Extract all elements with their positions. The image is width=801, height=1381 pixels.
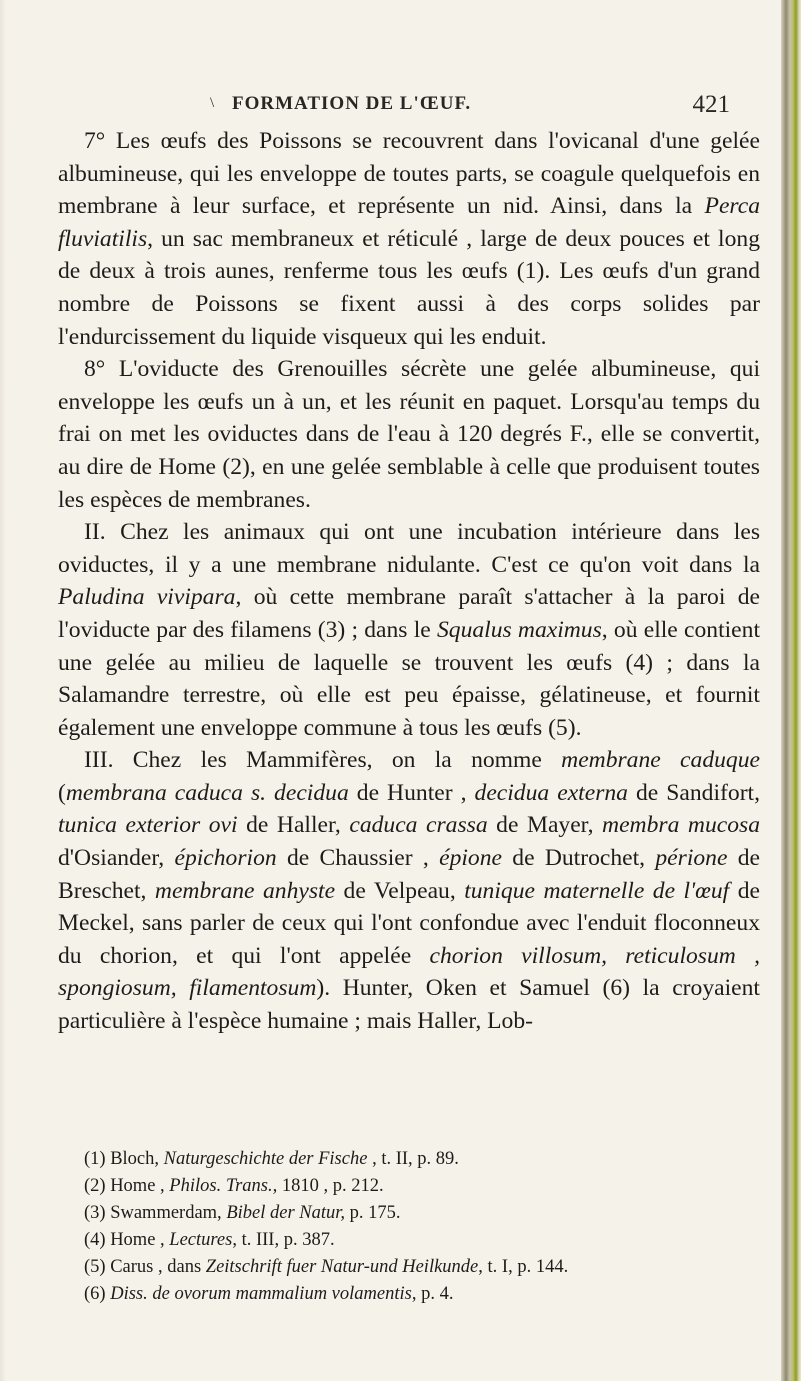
page-gutter-shadow <box>0 0 6 1381</box>
footnote-5 <box>84 1254 764 1281</box>
text-run: , où cette membrane paraît s'attacher à la paroi de l'oviducte par des filamens (3) ; dans le <box>58 584 760 643</box>
italic-run: Perca fluviatilis <box>58 193 760 252</box>
footnote-1 <box>84 1146 764 1173</box>
text-run: de Sandifort, <box>627 779 761 806</box>
footnote-2 <box>84 1173 764 1200</box>
footnotes <box>84 1146 764 1308</box>
text-run: (2) Home , <box>84 1176 170 1196</box>
italic-run: tunique maternelle de l'œuf <box>464 877 730 904</box>
italic-run: Zeitschrift fuer Natur-und Heilkunde <box>205 1257 479 1277</box>
italic-run: Diss. de ovorum mammalium volamentis <box>110 1284 412 1304</box>
italic-run: Naturgeschichte der Fische <box>163 1149 368 1169</box>
text-run: de Hunter , <box>348 779 475 806</box>
paragraph-III-mammals <box>58 744 760 1037</box>
footnote-4 <box>84 1227 764 1254</box>
paragraph-7-fish-eggs <box>58 125 760 353</box>
page-number: 421 <box>692 91 730 118</box>
text-run: de Dutrochet, <box>501 845 656 872</box>
running-head-mark: \ <box>210 95 215 111</box>
text-run: , t. III, p. 387. <box>232 1230 335 1250</box>
text-run: III. Chez les Mammifères, on la nomme <box>84 747 562 774</box>
italic-run: Squalus maximus <box>436 616 602 643</box>
book-edge <box>781 0 801 1381</box>
italic-run: Paludina vivipara <box>58 584 236 611</box>
paragraph-8-frog-oviduct <box>58 353 760 516</box>
text-run: (5) Carus , dans <box>84 1257 206 1277</box>
text-run: 1810 , p. 212. <box>277 1176 384 1196</box>
italic-run: caduca crassa <box>349 812 488 839</box>
text-run: ). Hunter, Oken et Samuel (6) la croyaient particulière à l'espèce humaine ; mais Haller, Lob- <box>58 975 760 1035</box>
text-run: de Meckel, sans parler de ceux qui l'ont confondue avec l'enduit floconneux du chorion, et qui l'ont appelée <box>58 877 760 969</box>
italic-run: decidua externa <box>474 779 628 806</box>
text-run: de Breschet, <box>58 845 761 904</box>
italic-run: Philos. Trans., <box>169 1176 278 1196</box>
text-run: p. 175. <box>345 1203 401 1223</box>
italic-run: périone <box>655 845 728 872</box>
text-run: (4) Home , <box>84 1230 170 1250</box>
body-text <box>58 125 760 1038</box>
text-run: , t. I, p. 144. <box>478 1257 569 1277</box>
text-run: (3) Swammerdam, <box>84 1203 227 1223</box>
text-run: de Velpeau, <box>335 877 465 904</box>
italic-run: membrane anhyste <box>154 877 336 904</box>
italic-run: Lectures <box>169 1230 233 1250</box>
text-run: II. Chez les animaux qui ont une incubation intérieure dans les oviductes, il y a une membrane nidulante. C'est ce qu'on voit dans la <box>58 519 760 578</box>
footnote-3 <box>84 1200 764 1227</box>
text-run: , t. II, p. 89. <box>367 1149 459 1169</box>
text-run: d'Osiander, <box>58 845 175 872</box>
text-run: (1) Bloch, <box>84 1149 164 1169</box>
text-run: de Chaussier , <box>276 845 440 872</box>
paragraph-II-nidulant-membrane <box>58 516 760 744</box>
italic-run: membrana caduca s. decidua <box>65 779 349 806</box>
italic-run: membra mucosa <box>602 812 760 839</box>
text-run: de Haller, <box>237 812 350 839</box>
italic-run: Bibel der Natur, <box>226 1203 346 1223</box>
text-run: (6) <box>84 1284 111 1304</box>
italic-run: membrane caduque <box>561 747 760 774</box>
text-run: , où elle contient une gelée au milieu de laquelle se trouvent les œufs (4) ; dans la Salamandre terrestre, où elle est peu épaisse, gélatineuse, et fournit également une enveloppe commune à tous les œufs (5). <box>58 616 760 741</box>
italic-run: épichorion <box>174 845 277 872</box>
italic-run: épione <box>439 845 502 872</box>
text-run: , un sac membraneux et réticulé , large de deux pouces et long de deux à trois aunes, renferme tous les œufs (1). Les œufs d'un grand nombre de Poissons se fixent aussi à des corps solides par l'endurcissement du liquide visqueux qui les enduit. <box>58 225 760 350</box>
italic-run: tunica exterior ovi <box>58 812 238 839</box>
footnote-6 <box>84 1281 764 1308</box>
italic-run: chorion villosum, reticulosum , spongiosum, filamentosum <box>58 942 761 1002</box>
running-head-title: FORMATION DE L'ŒUF. <box>232 93 472 114</box>
text-run: , p. 4. <box>411 1284 454 1304</box>
text-run: de Mayer, <box>487 812 603 839</box>
text-run: 8° L'oviducte des Grenouilles sécrète une gelée albumineuse, qui enveloppe les œufs un à un, et les réunit en paquet. Lorsqu'au temps du frai on met les oviductes dans de l'eau à 120 degrés F., elle se convertit, au dire de Home (2), en une gelée semblable à celle que produisent toutes les espèces de membranes. <box>58 356 760 513</box>
running-head <box>210 93 750 123</box>
text-run: ( <box>58 779 66 806</box>
text-run: 7° Les œufs des Poissons se recouvrent dans l'ovicanal d'une gelée albumineuse, qui les enveloppe de toutes parts, se coagule quelquefois en membrane à leur surface, et représente un nid. Ainsi, dans la <box>58 128 760 220</box>
